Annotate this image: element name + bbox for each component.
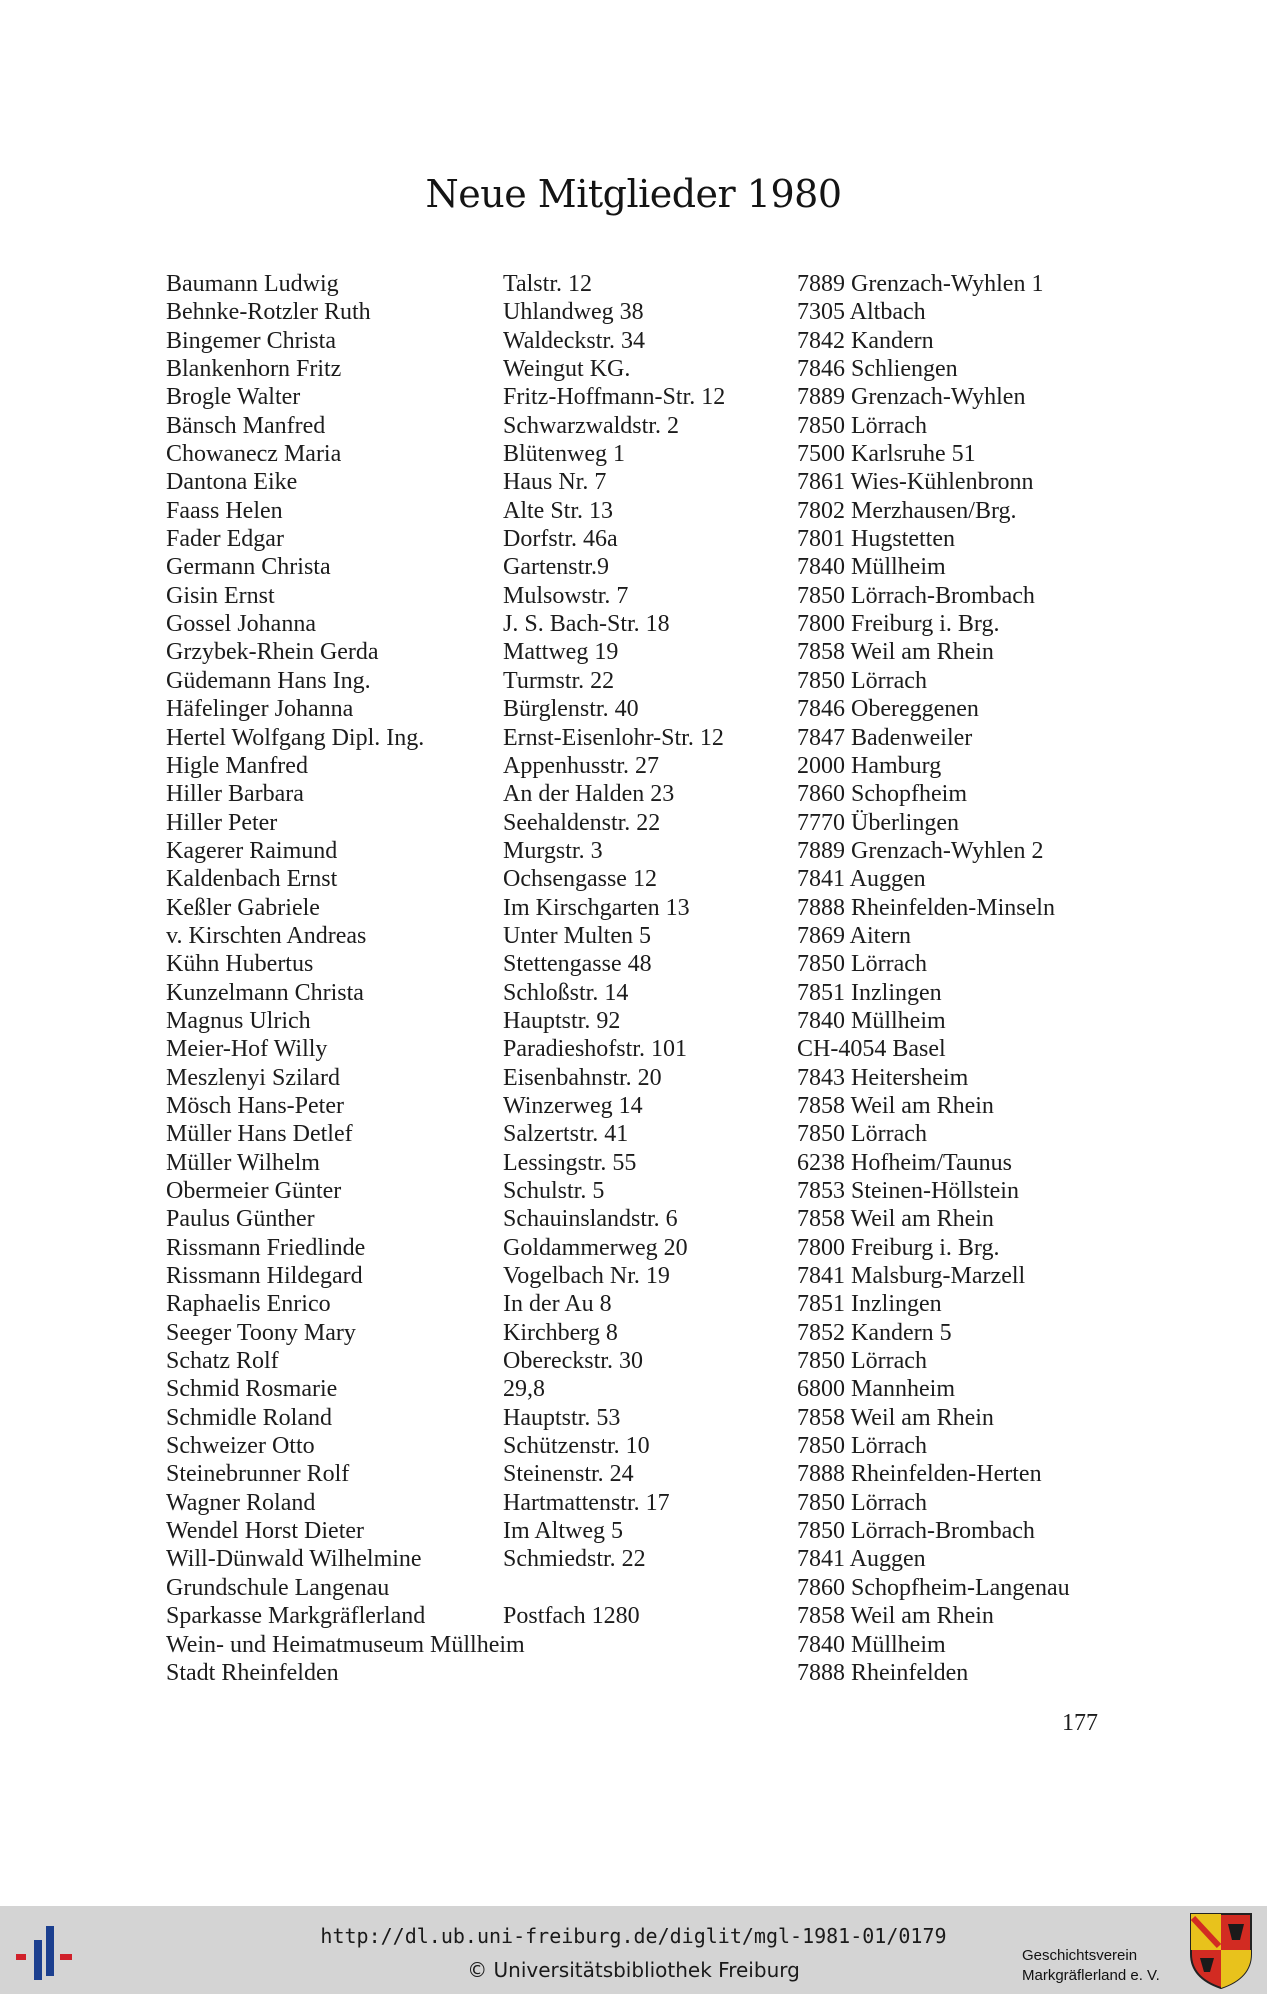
member-street: J. S. Bach-Str. 18 [503, 611, 670, 638]
member-row [166, 1631, 1126, 1659]
member-name: Wendel Horst Dieter [166, 1518, 364, 1545]
member-city: 7850 Lörrach [797, 1433, 927, 1460]
member-row [166, 582, 1126, 610]
member-row [166, 638, 1126, 666]
member-name: Gossel Johanna [166, 611, 316, 638]
member-city: 7850 Lörrach [797, 1121, 927, 1148]
member-row [166, 837, 1126, 865]
member-city: 7841 Auggen [797, 1546, 926, 1573]
member-row [166, 1007, 1126, 1035]
member-street: Blütenweg 1 [503, 441, 625, 468]
member-row [166, 270, 1126, 298]
member-street: Ernst-Eisenlohr-Str. 12 [503, 724, 724, 751]
member-city: 7889 Grenzach-Wyhlen 1 [797, 271, 1044, 297]
member-city: 7840 Müllheim [797, 1631, 946, 1658]
member-name: Schweizer Otto [166, 1433, 315, 1460]
member-row [166, 950, 1126, 978]
member-street: Schützenstr. 10 [503, 1433, 650, 1460]
member-street: Vogelbach Nr. 19 [503, 1263, 670, 1290]
member-city: 2000 Hamburg [797, 752, 942, 779]
member-name: Kühn Hubertus [166, 951, 314, 978]
member-city: 7305 Altbach [797, 299, 926, 326]
member-name: Baumann Ludwig [166, 271, 339, 297]
member-row [166, 780, 1126, 808]
society-name-line1: Geschichtsverein [1022, 1947, 1138, 1964]
member-street: Schwarzwaldstr. 2 [503, 412, 679, 439]
member-name: Mösch Hans-Peter [166, 1092, 344, 1119]
coat-of-arms-icon[interactable] [1188, 1910, 1254, 1990]
member-street: Haus Nr. 7 [503, 469, 607, 496]
member-street: Stettengasse 48 [503, 951, 652, 978]
member-name: Steinebrunner Rolf [166, 1461, 350, 1488]
member-city: 7800 Freiburg i. Brg. [797, 1234, 1000, 1261]
member-name: Rissmann Hildegard [166, 1263, 363, 1290]
member-city: 7851 Inzlingen [797, 979, 942, 1006]
member-street: Salzertstr. 41 [503, 1121, 629, 1148]
member-street: Hauptstr. 92 [503, 1007, 621, 1034]
member-row [166, 610, 1126, 638]
member-city: 7858 Weil am Rhein [797, 1092, 994, 1119]
member-name: Blankenhorn Fritz [166, 356, 342, 383]
footer-copyright: © Universitätsbibliothek Freiburg [467, 1958, 800, 1982]
member-city: 7853 Steinen-Höllstein [797, 1178, 1019, 1204]
member-name: Will-Dünwald Wilhelmine [166, 1546, 422, 1573]
member-street: Mattweg 19 [503, 639, 619, 666]
member-row [166, 1602, 1126, 1630]
member-city: 7850 Lörrach [797, 951, 927, 978]
member-street: Gartenstr.9 [503, 554, 609, 581]
member-street: Schloßstr. 14 [503, 979, 629, 1006]
member-city: 7841 Auggen [797, 866, 926, 893]
member-city: 7860 Schopfheim-Langenau [797, 1574, 1070, 1601]
member-name: Müller Hans Detlef [166, 1121, 353, 1148]
member-row [166, 412, 1126, 440]
member-street: Kirchberg 8 [503, 1319, 618, 1346]
member-city: 7850 Lörrach [797, 1489, 927, 1516]
member-city: 7847 Badenweiler [797, 724, 973, 751]
member-row [166, 1149, 1126, 1177]
member-city: 7842 Kandern [797, 327, 934, 354]
member-street: In der Au 8 [503, 1291, 612, 1318]
member-street: Im Kirschgarten 13 [503, 894, 690, 921]
member-street: Goldammerweg 20 [503, 1234, 688, 1261]
member-row [166, 1262, 1126, 1290]
member-name: Schatz Rolf [166, 1348, 279, 1375]
member-name: Kunzelmann Christa [166, 979, 364, 1006]
member-name: Magnus Ulrich [166, 1007, 311, 1034]
member-row [166, 1460, 1126, 1488]
member-street: Schauinslandstr. 6 [503, 1206, 678, 1233]
member-city: 7858 Weil am Rhein [797, 1206, 994, 1233]
member-city: 7850 Lörrach-Brombach [797, 582, 1035, 609]
member-street: Fritz-Hoffmann-Str. 12 [503, 384, 726, 411]
member-row [166, 1177, 1126, 1205]
member-street: Ochsengasse 12 [503, 866, 657, 893]
member-row [166, 1035, 1126, 1063]
member-row [166, 1064, 1126, 1092]
member-city: 7850 Lörrach-Brombach [797, 1518, 1035, 1545]
member-row [166, 922, 1126, 950]
member-row [166, 1432, 1126, 1460]
member-name: Keßler Gabriele [166, 894, 320, 921]
member-city: 7858 Weil am Rhein [797, 1404, 994, 1431]
member-city: 7860 Schopfheim [797, 781, 967, 808]
member-row [166, 1234, 1126, 1262]
footer-url-link[interactable]: http://dl.ub.uni-freiburg.de/diglit/mgl-1981-01/0179 [320, 1924, 947, 1948]
member-street: Alte Str. 13 [503, 497, 614, 524]
member-row [166, 1517, 1126, 1545]
member-row [166, 1489, 1126, 1517]
member-row [166, 1404, 1126, 1432]
member-city: 7846 Obereggenen [797, 696, 979, 723]
member-street: Seehaldenstr. 22 [503, 809, 661, 836]
member-row [166, 1574, 1126, 1602]
member-name: v. Kirschten Andreas [166, 922, 367, 949]
member-row [166, 1659, 1126, 1687]
member-city: 7841 Malsburg-Marzell [797, 1263, 1026, 1290]
member-row [166, 1375, 1126, 1403]
member-city: 7500 Karlsruhe 51 [797, 441, 976, 468]
member-row [166, 383, 1126, 411]
member-street: Paradieshofstr. 101 [503, 1036, 687, 1063]
member-row [166, 724, 1126, 752]
member-city: 7800 Freiburg i. Brg. [797, 611, 1000, 638]
member-city: 7846 Schliengen [797, 356, 958, 383]
member-street: Talstr. 12 [503, 271, 592, 297]
member-name: Hertel Wolfgang Dipl. Ing. [166, 724, 425, 751]
member-row [166, 1545, 1126, 1573]
member-name: Güdemann Hans Ing. [166, 667, 371, 694]
member-name: Kagerer Raimund [166, 837, 338, 864]
member-city: 7888 Rheinfelden-Herten [797, 1461, 1042, 1488]
member-city: 6238 Hofheim/Taunus [797, 1149, 1012, 1176]
member-city: 7850 Lörrach [797, 667, 927, 694]
member-name: Fader Edgar [166, 526, 284, 553]
member-row [166, 1092, 1126, 1120]
member-city: 7852 Kandern 5 [797, 1319, 952, 1346]
member-name: Schmidle Roland [166, 1404, 332, 1431]
member-row [166, 497, 1126, 525]
member-name: Behnke-Rotzler Ruth [166, 299, 371, 326]
member-street: Dorfstr. 46a [503, 526, 618, 553]
member-city: 7851 Inzlingen [797, 1291, 942, 1318]
member-name: Bänsch Manfred [166, 412, 326, 439]
member-row [166, 468, 1126, 496]
member-street: Uhlandweg 38 [503, 299, 644, 326]
member-name: Schmid Rosmarie [166, 1376, 338, 1403]
member-list [166, 270, 1126, 1687]
member-street: Eisenbahnstr. 20 [503, 1064, 662, 1091]
member-street: Unter Multen 5 [503, 922, 651, 949]
member-row [166, 979, 1126, 1007]
page-title: Neue Mitglieder 1980 [425, 172, 842, 216]
member-name: Germann Christa [166, 554, 331, 581]
member-name: Hiller Barbara [166, 781, 304, 808]
member-city: 7840 Müllheim [797, 1007, 946, 1034]
member-row [166, 1120, 1126, 1148]
member-name: Obermeier Günter [166, 1178, 342, 1204]
member-name: Chowanecz Maria [166, 441, 342, 468]
member-name: Kaldenbach Ernst [166, 866, 338, 893]
member-street: Hartmattenstr. 17 [503, 1489, 670, 1516]
member-street: Winzerweg 14 [503, 1092, 643, 1119]
member-street: Schmiedstr. 22 [503, 1546, 646, 1573]
society-name [1022, 1946, 1182, 1986]
member-street: Obereckstr. 30 [503, 1348, 643, 1375]
member-city: 7861 Wies-Kühlenbronn [797, 469, 1034, 496]
member-name: Gisin Ernst [166, 582, 275, 609]
member-city: 7802 Merzhausen/Brg. [797, 497, 1017, 524]
member-row [166, 809, 1126, 837]
member-street: Waldeckstr. 34 [503, 327, 646, 354]
member-city: 6800 Mannheim [797, 1376, 955, 1403]
member-name: Brogle Walter [166, 384, 301, 411]
member-row [166, 298, 1126, 326]
member-row [166, 667, 1126, 695]
member-street: Hauptstr. 53 [503, 1404, 621, 1431]
member-name: Higle Manfred [166, 752, 308, 779]
member-name: Müller Wilhelm [166, 1149, 320, 1176]
member-name: Dantona Eike [166, 469, 298, 496]
member-row [166, 894, 1126, 922]
member-city: 7858 Weil am Rhein [797, 1603, 994, 1630]
member-row [166, 355, 1126, 383]
member-street: Mulsowstr. 7 [503, 582, 629, 609]
member-city: 7843 Heitersheim [797, 1064, 969, 1091]
member-street: An der Halden 23 [503, 781, 675, 808]
member-name: Meier-Hof Willy [166, 1036, 328, 1063]
member-street: Weingut KG. [503, 356, 631, 383]
member-street: 29,8 [503, 1376, 545, 1403]
footer-bar [0, 1906, 1267, 1994]
member-street: Im Altweg 5 [503, 1518, 623, 1545]
member-name: Bingemer Christa [166, 327, 336, 354]
member-row [166, 440, 1126, 468]
member-name: Meszlenyi Szilard [166, 1064, 340, 1091]
member-city: 7858 Weil am Rhein [797, 639, 994, 666]
member-name: Wein- und Heimatmuseum Müllheim [166, 1631, 525, 1658]
member-city: 7889 Grenzach-Wyhlen [797, 384, 1026, 411]
member-street: Steinenstr. 24 [503, 1461, 634, 1488]
member-city: CH-4054 Basel [797, 1036, 946, 1063]
member-name: Raphaelis Enrico [166, 1291, 331, 1318]
member-name: Paulus Günther [166, 1206, 315, 1233]
member-city: 7850 Lörrach [797, 1348, 927, 1375]
member-city: 7770 Überlingen [797, 809, 959, 836]
member-name: Grzybek-Rhein Gerda [166, 639, 379, 666]
member-city: 7840 Müllheim [797, 554, 946, 581]
member-name: Häfelinger Johanna [166, 696, 354, 723]
member-name: Stadt Rheinfelden [166, 1659, 339, 1686]
member-city: 7869 Aitern [797, 922, 911, 949]
member-row [166, 327, 1126, 355]
member-name: Seeger Toony Mary [166, 1319, 356, 1346]
member-street: Bürglenstr. 40 [503, 696, 639, 723]
member-name: Wagner Roland [166, 1489, 316, 1516]
member-city: 7888 Rheinfelden [797, 1659, 969, 1686]
member-row [166, 1205, 1126, 1233]
member-city: 7801 Hugstetten [797, 526, 955, 553]
member-street: Turmstr. 22 [503, 667, 615, 694]
member-name: Hiller Peter [166, 809, 278, 836]
member-row [166, 752, 1126, 780]
member-row [166, 695, 1126, 723]
society-name-line2: Markgräflerland e. V. [1022, 1967, 1160, 1984]
member-street: Postfach 1280 [503, 1603, 640, 1630]
member-name: Rissmann Friedlinde [166, 1234, 366, 1261]
member-name: Faass Helen [166, 497, 283, 524]
member-street: Murgstr. 3 [503, 837, 603, 864]
member-row [166, 553, 1126, 581]
member-name: Sparkasse Markgräflerland [166, 1603, 426, 1630]
page-number: 177 [1062, 1710, 1098, 1736]
member-row [166, 865, 1126, 893]
member-row [166, 1290, 1126, 1318]
member-street: Lessingstr. 55 [503, 1149, 637, 1176]
member-city: 7850 Lörrach [797, 412, 927, 439]
member-city: 7888 Rheinfelden-Minseln [797, 894, 1055, 921]
member-city: 7889 Grenzach-Wyhlen 2 [797, 837, 1044, 864]
member-row [166, 1319, 1126, 1347]
member-row [166, 1347, 1126, 1375]
member-row [166, 525, 1126, 553]
member-street: Appenhusstr. 27 [503, 752, 659, 779]
member-street: Schulstr. 5 [503, 1178, 605, 1204]
member-name: Grundschule Langenau [166, 1574, 390, 1601]
